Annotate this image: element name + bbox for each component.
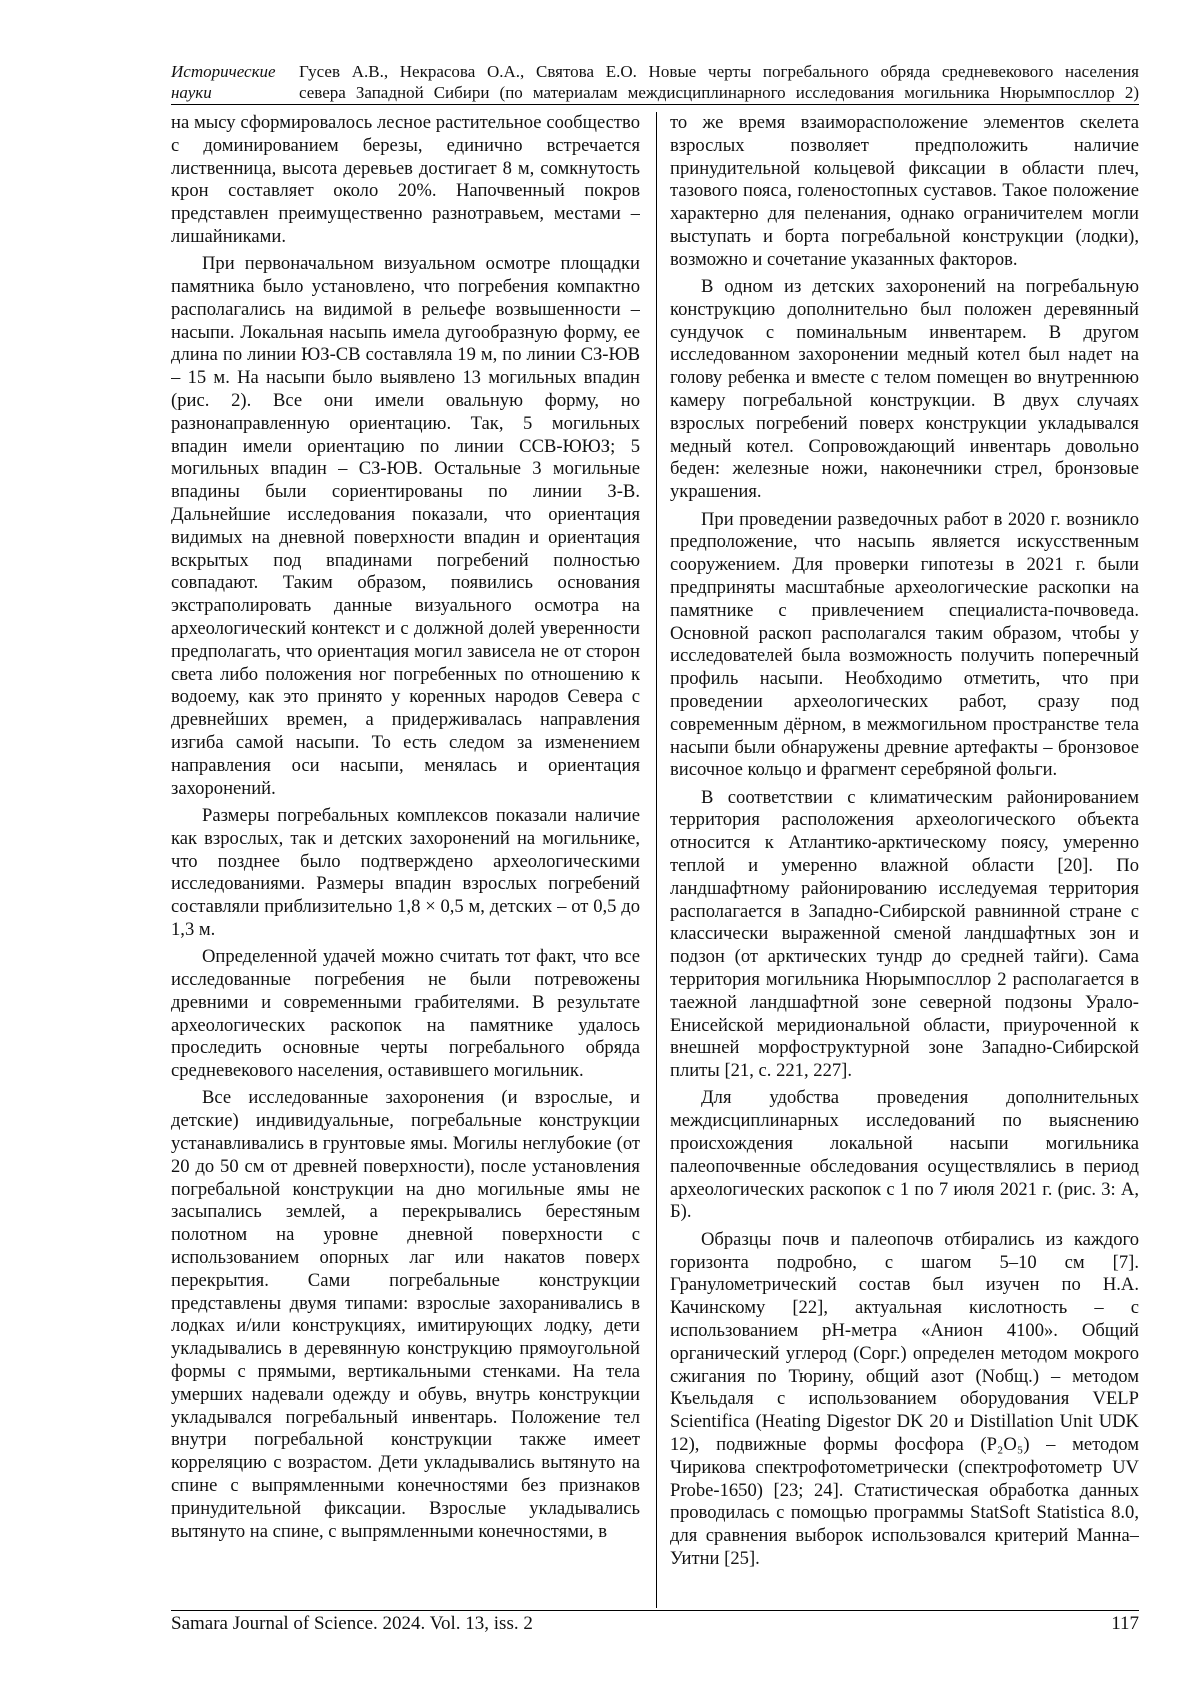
article-citation <box>299 61 1139 103</box>
paragraph: В соответствии с климатическим районированием территория расположения археологического объекта относится к Атлантико-арктическому поясу, умеренно теплой и умеренно влажной области [20]. По ландшафтному районированию исследуемая территория располагается в Западно-Сибирской равнинной стране с классически выраженной сменой ландшафтных зон и подзон (от арктических тундр до средней тайги). Сама территория могильника Нюрымпосллор 2 располагается в таежной ландшафтной зоне северной подзоны Урало-Енисейской меридиональной области, приуроченной к внешней морфоструктурной зоне Западно-Сибирской плиты [21, с. 221, 227]. <box>670 787 1139 1083</box>
section-name-line-1: Исторические <box>171 61 297 82</box>
right-column <box>670 112 1139 1608</box>
section-name <box>171 61 297 103</box>
paragraph: При проведении разведочных работ в 2020 г. возникло предположение, что насыпь является искусственным сооружением. Для проверки гипотезы в 2021 г. были предприняты масштабные археологические раскопки на памятнике с привлечением специалиста-почвоведа. Основной раскоп располагался таким образом, чтобы у исследователей была возможность получить поперечный профиль насыпи. Необходимо отметить, что при проведении археологических работ, сразу под современным дёрном, в межмогильном пространстве тела насыпи были обнаружены древние артефакты – бронзовое височное кольцо и фрагмент серебряной фольги. <box>670 509 1139 783</box>
journal-citation: Samara Journal of Science. 2024. Vol. 13, iss. 2 <box>171 1613 533 1635</box>
header-rule <box>171 104 1139 105</box>
paragraph: Все исследованные захоронения (и взрослые, и детские) индивидуальные, погребальные конструкции устанавливались в грунтовые ямы. Могилы неглубокие (от 20 до 50 см от древней поверхности), после установления погребальной конструкции на дно могильные ямы не засыпались землей, а перекрывались берестяным полотном на уровне дневной поверхности с использованием опорных лаг или накатов поверх перекрытия. Сами погребальные конструкции представлены двумя типами: взрослые захоранивались в лодках и/или конструкциях, имитирующих лодку, дети укладывались в деревянную конструкцию прямоугольной формы с прямыми, вертикальными стенками. На тела умерших надевали одежду и обувь, внутрь конструкции укладывался погребальный инвентарь. Положение тел внутри погребальной конструкции также имеет корреляцию с возрастом. Дети укладывались вытянуто на спине с выпрямленными конечностями без признаков принудительной фиксации. Взрослые укладывались вытянуто на спине, с выпрямленными конечностями, в <box>171 1087 640 1543</box>
paragraph: При первоначальном визуальном осмотре площадки памятника было установлено, что погребения компактно располагались на видимой в рельефе возвышенности – насыпи. Локальная насыпь имела дугообразную форму, ее длина по линии ЮЗ-СВ составляла 19 м, по линии СЗ-ЮВ – 15 м. На насыпи было выявлено 13 могильных впадин (рис. 2). Все они имели овальную форму, но разнонаправленную ориентацию. Так, 5 могильных впадин имели ориентацию по линии ССВ-ЮЮЗ; 5 могильных впадин – СЗ-ЮВ. Остальные 3 могильные впадины были сориентированы по линии З-В. Дальнейшие исследования показали, что ориентация видимых на дневной поверхности впадин и ориентация вскрытых под впадинами погребений полностью совпадают. Таким образом, появились основания экстраполировать данные визуального осмотра на археологический контекст и с должной долей уверенности предполагать, что ориентация могил зависела не от сторон света либо положения ног погребенных по отношению к водоему, как это принято у коренных народов Севера с древнейших времен, а придерживалась направления изгиба самой насыпи. То есть следом за изменением направления оси насыпи, менялась и ориентация захоронений. <box>171 253 640 800</box>
left-column <box>171 112 640 1608</box>
paragraph: Для удобства проведения дополнительных междисциплинарных исследований по выяснению происхождения локальной насыпи могильника палеопочвенные обследования осуществлялись в период археологических раскопок с 1 по 7 июля 2021 г. (рис. 3: А, Б). <box>670 1087 1139 1224</box>
running-header <box>171 61 1139 105</box>
paragraph: В одном из детских захоронений на погребальную конструкцию дополнительно был положен деревянный сундучок с поминальным инвентарем. В другом исследованном захоронении медный котел был надет на голову ребенка и вместе с телом помещен во внутреннюю камеру погребальной конструкции. В двух случаях взрослых погребений поверх конструкции укладывался медный котел. Сопровождающий инвентарь довольно беден: железные ножи, наконечники стрел, бронзовые украшения. <box>670 276 1139 504</box>
paragraph: то же время взаиморасположение элементов скелета взрослых позволяет предположить наличие принудительной кольцевой фиксации в области плеч, тазового пояса, голеностопных суставов. Такое положение характерно для пеленания, однако ограничителем могли выступать и борта погребальной конструкции (лодки), возможно и сочетание указанных факторов. <box>670 112 1139 272</box>
paragraph: Размеры погребальных комплексов показали наличие как взрослых, так и детских захоронений на могильнике, что позднее было подтверждено археологическими исследованиями. Размеры впадин взрослых погребений составляли приблизительно 1,8 × 0,5 м, детских – от 0,5 до 1,3 м. <box>171 805 640 942</box>
article-citation-line-2: севера Западной Сибири (по материалам междисциплинарного исследования могильника Нюрымпосллор 2) <box>299 82 1139 103</box>
page-number: 117 <box>1000 1613 1139 1635</box>
paragraph: Определенной удачей можно считать тот факт, что все исследованные погребения не были потревожены древними и современными грабителями. В результате археологических раскопок на памятнике удалось проследить основные черты погребального обряда средневекового населения, оставившего могильник. <box>171 946 640 1083</box>
column-divider <box>656 112 657 1608</box>
footer-rule <box>171 1610 1139 1611</box>
paragraph: на мысу сформировалось лесное растительное сообщество с доминированием березы, единично встречается лиственница, высота деревьев достигает 8 м, сомкнутость крон составляет около 20%. Напочвенный покров представлен преимущественно разнотравьем, местами – лишайниками. <box>171 112 640 249</box>
section-name-line-2: науки <box>171 82 297 103</box>
article-citation-line-1: Гусев А.В., Некрасова О.А., Святова Е.О. Новые черты погребального обряда средневекового населения <box>299 61 1139 82</box>
paragraph: Образцы почв и палеопочв отбирались из каждого горизонта подробно, с шагом 5–10 см [7]. Гранулометрический состав был изучен по Н.А. Качинскому [22], актуальная кислотность – с использованием pH-метра «Анион 4100». Общий органический углерод (Сорг.) определен методом мокрого сжигания по Тюрину, общий азот (Nобщ.) – методом Къельдаля с использованием оборудования VELP Scientifica (Heating Digestor DK 20 и Distillation Unit UDK 12), подвижные формы фосфора (P₂O₅) – методом Чирикова спектрофотометрически (спектрофотометр UV Probe-1650) [23; 24]. Статистическая обработка данных проводилась с помощью программы StatSoft Statistica 8.0, для сравнения выборок использовался критерий Манна–Уитни [25]. <box>670 1229 1139 1571</box>
